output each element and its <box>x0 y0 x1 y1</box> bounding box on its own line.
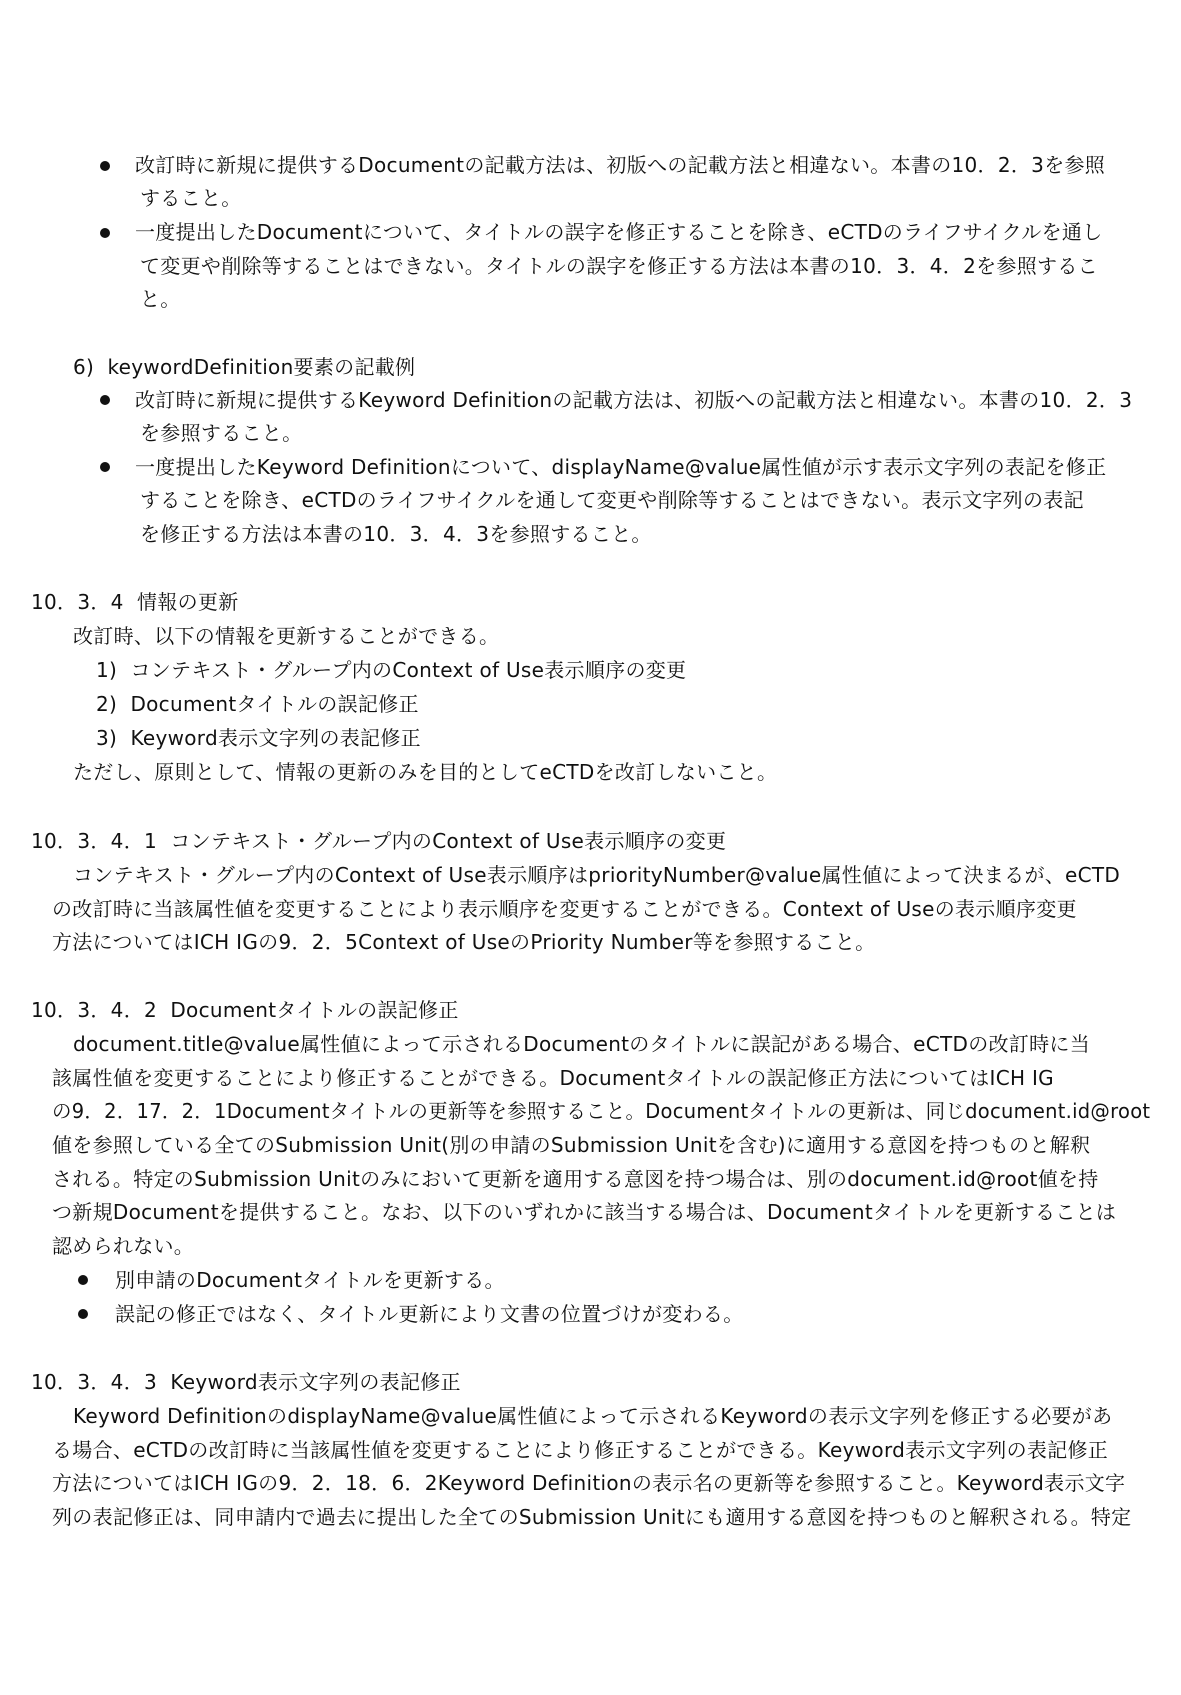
bullet-icon <box>78 1275 88 1285</box>
paragraph-line: コンテキスト・グループ内のContext of Use表示順序はpriorityNumber@value属性値によって決まるが、eCTD <box>73 863 1121 887</box>
paragraph-line: Keyword DefinitionのdisplayName@value属性値によって示されるKeywordの表示文字列を修正する必要があ <box>73 1404 1113 1428</box>
section-heading: 10．3．4．1 コンテキスト・グループ内のContext of Use表示順序の変更 <box>31 829 727 853</box>
paragraph-line: document.title@value属性値によって示されるDocumentのタイトルに誤記がある場合、eCTDの改訂時に当 <box>73 1032 1090 1056</box>
bullet-icon <box>100 161 110 171</box>
bullet-icon <box>100 228 110 238</box>
paragraph-line: 値を参照している全てのSubmission Unit(別の申請のSubmission Unitを含む)に適用する意図を持つものと解釈 <box>52 1133 1091 1157</box>
list-item: 3) Keyword表示文字列の表記修正 <box>96 726 421 750</box>
bullet-text-continued: を参照すること。 <box>140 421 303 445</box>
section-heading: 10．3．4．2 Documentタイトルの誤記修正 <box>31 998 459 1022</box>
bullet-text: 改訂時に新規に提供するKeyword Definitionの記載方法は、初版への記載方法と相違ない。本書の10．2．3 <box>135 388 1133 412</box>
bullet-text: 改訂時に新規に提供するDocumentの記載方法は、初版への記載方法と相違ない。本書の10．2．3を参照 <box>135 153 1106 177</box>
paragraph-line: 列の表記修正は、同申請内で過去に提出した全てのSubmission Unitにも適用する意図を持つものと解釈される。特定 <box>52 1505 1132 1529</box>
paragraph-line: される。特定のSubmission Unitのみにおいて更新を適用する意図を持つ場合は、別のdocument.id@root値を持 <box>52 1167 1099 1191</box>
bullet-text: 誤記の修正ではなく、タイトル更新により文書の位置づけが変わる。 <box>115 1302 744 1326</box>
bullet-text: 別申請のDocumentタイトルを更新する。 <box>115 1268 505 1292</box>
list-item: 1) コンテキスト・グループ内のContext of Use表示順序の変更 <box>96 658 687 682</box>
paragraph: 改訂時、以下の情報を更新することができる。 <box>73 624 500 648</box>
section-heading: 10．3．4 情報の更新 <box>31 590 239 614</box>
bullet-text-continued: を修正する方法は本書の10．3．4．3を参照すること。 <box>140 522 652 546</box>
paragraph: ただし、原則として、情報の更新のみを目的としてeCTDを改訂しないこと。 <box>73 760 778 784</box>
paragraph-line: の9．2．17．2．1Documentタイトルの更新等を参照すること。Documentタイトルの更新は、同じdocument.id@root <box>52 1099 1151 1123</box>
bullet-text-continued: て変更や削除等することはできない。タイトルの誤字を修正する方法は本書の10．3．4．2を参照するこ <box>140 254 1098 278</box>
paragraph-line: 認められない。 <box>52 1234 195 1258</box>
section-heading: 10．3．4．3 Keyword表示文字列の表記修正 <box>31 1370 461 1394</box>
bullet-text-continued: と。 <box>140 287 181 311</box>
paragraph-line: の改訂時に当該属性値を変更することにより表示順序を変更することができる。Context of Useの表示順序変更 <box>52 897 1077 921</box>
bullet-text-continued: すること。 <box>140 186 242 210</box>
list-item: 2) Documentタイトルの誤記修正 <box>96 692 419 716</box>
bullet-icon <box>100 462 110 472</box>
bullet-text: 一度提出したDocumentについて、タイトルの誤字を修正することを除き、eCTDのライフサイクルを通し <box>135 220 1103 244</box>
bullet-text-continued: することを除き、eCTDのライフサイクルを通して変更や削除等することはできない。表示文字列の表記 <box>140 488 1084 512</box>
bullet-icon <box>78 1309 88 1319</box>
bullet-text: 一度提出したKeyword Definitionについて、displayName@value属性値が示す表示文字列の表記を修正 <box>135 455 1107 479</box>
paragraph-line: 方法についてはICH IGの9．2．18．6．2Keyword Definitionの表示名の更新等を参照すること。Keyword表示文字 <box>52 1471 1126 1495</box>
paragraph-line: 該属性値を変更することにより修正することができる。Documentタイトルの誤記修正方法についてはICH IG <box>52 1066 1054 1090</box>
paragraph-line: る場合、eCTDの改訂時に当該属性値を変更することにより修正することができる。Keyword表示文字列の表記修正 <box>52 1438 1109 1462</box>
paragraph-line: つ新規Documentを提供すること。なお、以下のいずれかに該当する場合は、Documentタイトルを更新することは <box>52 1200 1117 1224</box>
bullet-icon <box>100 395 110 405</box>
subsection-heading: 6) keywordDefinition要素の記載例 <box>73 355 416 379</box>
paragraph-line: 方法についてはICH IGの9．2．5Context of UseのPriority Number等を参照すること。 <box>52 930 876 954</box>
